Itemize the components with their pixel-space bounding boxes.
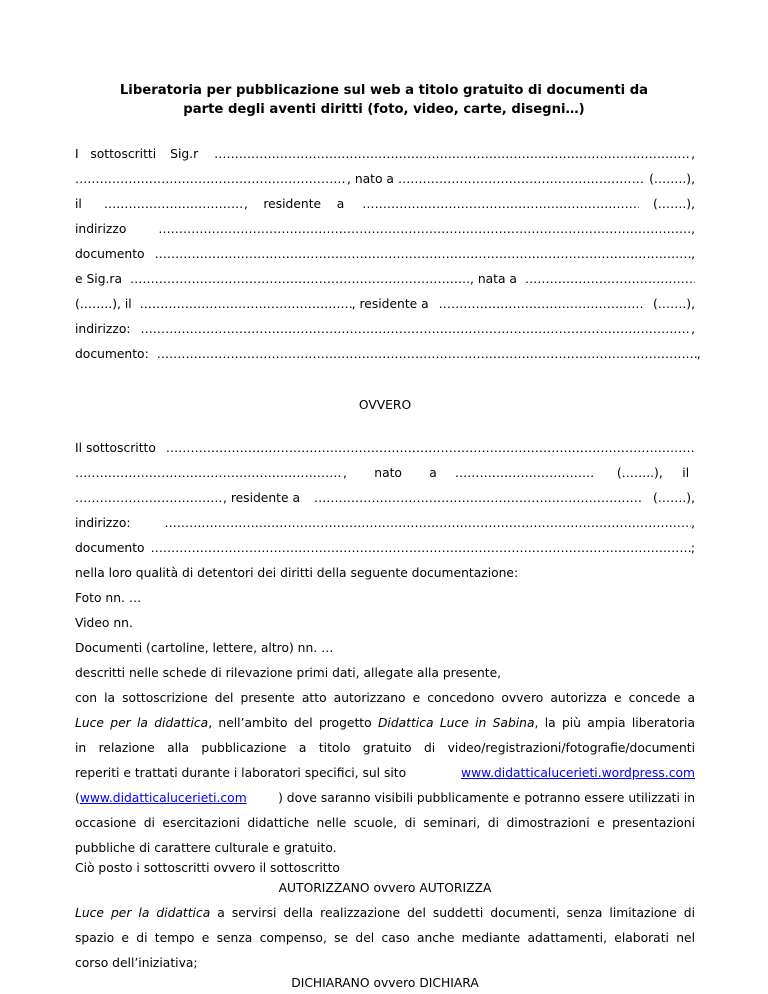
label-documento: documento — [75, 247, 145, 261]
field-sigra-name[interactable] — [130, 271, 470, 287]
text-documenti: Documenti (cartoline, lettere, altro) nn. … — [75, 641, 334, 655]
label-residente2: , residente a — [351, 297, 429, 311]
paragraph1-line1: con la sottoscrizione del presente atto autorizzano e concedono ovvero autorizza e concede a — [75, 691, 695, 705]
field-residence[interactable] — [362, 196, 639, 212]
ovvero-heading: OVVERO — [358, 398, 412, 412]
form-line-il — [75, 196, 695, 212]
field-sottoscritto-birthplace[interactable] — [455, 465, 595, 481]
text-descritti: descritti nelle schede di rilevazione primi dati, allegate alla presente, — [75, 666, 502, 680]
label-paren2-singular: (…….), — [652, 491, 695, 505]
label-nato: , nato a — [343, 466, 437, 480]
label-indirizzo2: indirizzo: — [75, 322, 131, 336]
text-luce-italic-2: Luce per la didattica — [75, 906, 211, 920]
text-visibili: ) dove saranno visibili pubblicamente e potranno essere utilizzati in — [278, 791, 695, 805]
paragraph2-line3: corso dell’iniziativa; — [75, 956, 198, 970]
label-paren3: (……..), il — [75, 297, 132, 311]
field-sottoscritto-name-cont[interactable] — [75, 465, 343, 481]
text-foto: Foto nn. … — [75, 591, 142, 605]
text-servirsi: a servirsi della realizzazione del suddetti documenti, senza limitazione di — [210, 906, 695, 920]
title-line-2: parte degli aventi diritti (foto, video, carte, disegni…) — [183, 102, 585, 117]
field-sigra-birthdate[interactable] — [140, 296, 352, 312]
field-sig-name-cont[interactable] — [75, 171, 347, 187]
form-line-sigra-il — [75, 296, 695, 312]
field-sigra-address[interactable] — [140, 321, 691, 337]
text-liberatoria: , la più ampia liberatoria — [534, 716, 696, 730]
field-document[interactable] — [155, 246, 692, 262]
text-qualita: nella loro qualità di detentori dei diritti della seguente documentazione: — [75, 566, 519, 580]
form-line-documento: documento …………………………………………………………………………………………………………………………………………………………………………………………………………………………………………………………………………………… , — [75, 246, 695, 262]
field-sottoscritto-birthdate[interactable] — [75, 490, 223, 506]
paragraph1-line7: pubbliche di carattere culturale e gratuito. — [75, 841, 337, 855]
label-residente-singular: , residente a — [223, 491, 300, 505]
text-cio-posto: Ciò posto i sottoscritti ovvero il sottoscritto — [75, 861, 340, 875]
paragraph1-line4 — [75, 765, 695, 781]
paragraph1-line5: (www.didatticalucerieti.com ) dove saranno visibili pubblicamente e potranno essere utilizzati in — [75, 791, 695, 805]
field-birthplace[interactable] — [398, 171, 645, 187]
form-line-nato-singular — [75, 465, 695, 481]
label-sigra: e Sig.ra — [75, 272, 123, 286]
form-line-indirizzo2: indirizzo: …………………………………………………………………………………………………………………………………………………………………………………………………………………………………………………………………………………… , — [75, 321, 695, 337]
link-site[interactable]: www.didatticalucerieti.com — [79, 791, 247, 805]
text-reperiti: reperiti e trattati durante i laboratori specifici, sul sito — [75, 766, 407, 780]
paragraph1-line2 — [75, 715, 695, 731]
form-line-documento-singular: documento …………………………………………………………………………………………………………………………………………………………………………………………………………………………………………………………………………………… ; — [75, 540, 695, 556]
label-il: il — [75, 197, 82, 211]
field-sigra-birthplace[interactable] — [525, 271, 695, 287]
text-ambito: , nell’ambito del progetto — [208, 716, 378, 730]
paragraph1-line6: occasione di esercitazioni didattiche nelle scuole, di seminari, di dimostrazioni e presentazioni — [75, 816, 695, 830]
paragraph1-line3: in relazione alla pubblicazione a titolo gratuito di video/registrazioni/fotografie/documenti — [75, 741, 695, 755]
form-line-indirizzo: indirizzo …………………………………………………………………………………………………………………………………………………………………………………………………………………………………………………………………………………… , — [75, 221, 695, 237]
dichiarano-heading: DICHIARANO ovvero DICHIARA — [291, 976, 479, 990]
field-sottoscritto-name[interactable] — [166, 440, 695, 456]
field-sottoscritto-residence[interactable] — [314, 490, 641, 506]
text-luce-italic: Luce per la didattica — [75, 716, 209, 730]
label-residente: , residente a — [243, 197, 345, 211]
form-line-sottoscritto — [75, 440, 695, 456]
form-line-sigra — [75, 271, 695, 287]
label-documento-singular: documento — [75, 541, 145, 555]
text-progetto-italic: Didattica Luce in Sabina — [377, 716, 535, 730]
label-indirizzo: indirizzo — [75, 222, 127, 236]
label-sottoscritti: I sottoscritti — [75, 147, 157, 161]
form-line-residente-singular — [75, 490, 695, 506]
form-line-indirizzo-singular: indirizzo: …………………………………………………………………………………………………………………………………………………………………………………………………………………………………………………………………………………… , — [75, 515, 695, 531]
label-sig: Sig.r — [170, 147, 199, 161]
field-sottoscritto-address[interactable] — [164, 515, 691, 531]
form-line-nato — [75, 171, 695, 187]
label-paren: (……..), — [649, 172, 695, 186]
label-documento2: documento: — [75, 347, 149, 361]
paragraph2-line2: spazio e di tempo e senza compenso, se del caso anche mediante adattamenti, elaborati nel — [75, 931, 695, 945]
label-sottoscritto: Il sottoscritto — [75, 441, 156, 455]
label-indirizzo-singular: indirizzo: — [75, 516, 131, 530]
label-nata-a: , nata a — [470, 272, 517, 286]
field-sig-name[interactable] — [214, 146, 691, 162]
form-line-documento2: documento: …………………………………………………………………………………………………………………………………………………………………………………………………………………………………………………………………………………… , — [75, 346, 695, 362]
paragraph2-line1 — [75, 905, 695, 921]
label-paren-singular: (……..), il — [616, 466, 690, 480]
field-sigra-document[interactable] — [157, 346, 697, 362]
field-birthdate[interactable] — [104, 196, 244, 212]
form-line-sottoscritti: I sottoscritti Sig.r …………………………………………………………………………………………………………………………………………………………………………………………………………………………………………………………………………………… , — [75, 146, 695, 162]
field-sigra-residence[interactable] — [439, 296, 643, 312]
text-video: Video nn. — [75, 616, 133, 630]
field-sottoscritto-document[interactable] — [151, 540, 691, 556]
label-paren4: (…….), — [652, 297, 695, 311]
title-line-1: Liberatoria per pubblicazione sul web a titolo gratuito di documenti da — [119, 83, 649, 98]
document-title — [60, 81, 708, 119]
label-nato-a: , nato a — [347, 172, 394, 186]
field-address[interactable] — [158, 221, 691, 237]
label-paren2: (…….), — [652, 197, 695, 211]
link-wordpress[interactable]: www.didatticalucerieti.wordpress.com — [461, 766, 695, 780]
autorizzano-heading: AUTORIZZANO ovvero AUTORIZZA — [278, 881, 492, 895]
